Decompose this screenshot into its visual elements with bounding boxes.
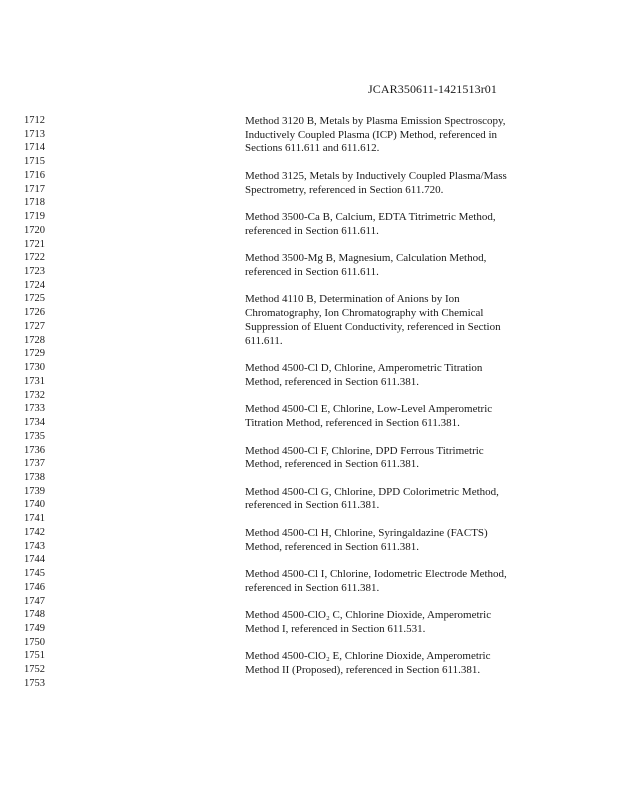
line-number: 1720	[24, 224, 45, 236]
line-text: referenced in Section 611.611.	[245, 266, 379, 279]
line-number: 1753	[24, 677, 45, 689]
document-line	[0, 416, 618, 430]
document-line	[0, 540, 618, 554]
document-line	[0, 444, 618, 458]
line-number: 1752	[24, 664, 45, 676]
document-line	[0, 320, 618, 334]
line-number: 1732	[24, 389, 45, 401]
line-number: 1731	[24, 375, 45, 387]
document-line	[0, 224, 618, 238]
line-number: 1739	[24, 485, 45, 497]
document-line	[0, 567, 618, 581]
line-text: referenced in Section 611.381.	[245, 499, 380, 512]
document-line	[0, 471, 618, 485]
line-number: 1733	[24, 403, 45, 415]
line-number: 1723	[24, 266, 45, 278]
line-number: 1740	[24, 499, 45, 511]
line-number: 1713	[24, 128, 45, 140]
document-line	[0, 402, 618, 416]
line-number: 1746	[24, 581, 45, 593]
line-text: Method 4500-ClO₂ C, Chlorine Dioxide, Amperometric	[245, 609, 492, 622]
document-line	[0, 347, 618, 361]
line-number: 1724	[24, 279, 45, 291]
document-line	[0, 251, 618, 265]
line-number: 1726	[24, 307, 45, 319]
document-line	[0, 485, 618, 499]
line-number: 1727	[24, 320, 45, 332]
document-line	[0, 498, 618, 512]
line-number: 1721	[24, 238, 45, 250]
line-number: 1712	[24, 115, 45, 126]
line-text: Method 4500-ClO₂ E, Chlorine Dioxide, Amperometric	[245, 650, 491, 663]
line-text: Inductively Coupled Plasma (ICP) Method, referenced in	[245, 128, 498, 141]
line-number: 1722	[24, 252, 45, 264]
document-line	[0, 595, 618, 609]
line-number: 1747	[24, 595, 45, 607]
line-text: Method II (Proposed), referenced in Section 611.381.	[245, 664, 481, 677]
line-number: 1741	[24, 513, 45, 525]
line-number: 1736	[24, 444, 45, 456]
line-text: Sections 611.611 and 611.612.	[245, 142, 380, 155]
line-text: Method 4500-Cl I, Chlorine, Iodometric Electrode Method,	[245, 568, 507, 581]
line-number: 1745	[24, 568, 45, 580]
line-text: Chromatography, Ion Chromatography with Chemical	[245, 307, 484, 320]
line-number: 1738	[24, 471, 45, 483]
line-number: 1750	[24, 636, 45, 648]
line-number: 1735	[24, 430, 45, 442]
document-line	[0, 375, 618, 389]
line-number: 1729	[24, 348, 45, 360]
document-line	[0, 677, 618, 691]
line-text: Method I, referenced in Section 611.531.	[245, 623, 426, 635]
line-number: 1734	[24, 417, 45, 429]
line-number: 1744	[24, 554, 45, 566]
document-line	[0, 279, 618, 293]
line-number: 1748	[24, 609, 45, 621]
line-text: Suppression of Eluent Conductivity, referenced in Section	[245, 320, 501, 333]
document-line	[0, 210, 618, 224]
line-number: 1719	[24, 211, 45, 223]
document-line	[0, 622, 618, 636]
line-text: referenced in Section 611.381.	[245, 581, 380, 594]
document-line	[0, 457, 618, 471]
line-text: Method 3500-Mg B, Magnesium, Calculation Method,	[245, 252, 487, 265]
document-line	[0, 581, 618, 595]
document-line	[0, 141, 618, 155]
line-text: Method 3125, Metals by Inductively Coupled Plasma/Mass	[245, 169, 507, 182]
document-line	[0, 649, 618, 663]
line-number: 1717	[24, 183, 45, 195]
line-text: Method 4500-Cl E, Chlorine, Low-Level Amperometric	[245, 403, 493, 416]
line-text: Titration Method, referenced in Section 611.381.	[245, 417, 460, 430]
line-number: 1725	[24, 293, 45, 305]
line-text: Method 3120 B, Metals by Plasma Emission Spectroscopy,	[245, 115, 506, 127]
line-number: 1714	[24, 142, 45, 154]
document-line	[0, 663, 618, 677]
document-line	[0, 292, 618, 306]
line-text: Method 4500-Cl D, Chlorine, Amperometric Titration	[245, 362, 483, 375]
line-text: Method 3500-Ca B, Calcium, EDTA Titrimetric Method,	[245, 211, 496, 224]
line-number: 1737	[24, 458, 45, 470]
document-line	[0, 265, 618, 279]
line-text: Method 4500-Cl H, Chlorine, Syringaldazine (FACTS)	[245, 526, 488, 539]
document-line	[0, 361, 618, 375]
line-number: 1751	[24, 650, 45, 662]
document-line	[0, 636, 618, 650]
line-number: 1742	[24, 526, 45, 538]
document-line	[0, 238, 618, 252]
line-text: Spectrometry, referenced in Section 611.720.	[245, 183, 444, 196]
line-text: Method 4500-Cl G, Chlorine, DPD Colorimetric Method,	[245, 485, 499, 498]
document-line	[0, 430, 618, 444]
document-line	[0, 553, 618, 567]
line-number: 1715	[24, 156, 45, 168]
document-line	[0, 608, 618, 622]
document-id-header: JCAR350611-1421513r01	[368, 82, 497, 96]
document-line	[0, 169, 618, 183]
document-line	[0, 334, 618, 348]
line-text: Method, referenced in Section 611.381.	[245, 540, 420, 553]
document-line	[0, 114, 618, 128]
line-number: 1749	[24, 623, 45, 634]
line-number: 1730	[24, 362, 45, 374]
document-line	[0, 512, 618, 526]
line-text: Method 4500-Cl F, Chlorine, DPD Ferrous Titrimetric	[245, 444, 484, 457]
document-line	[0, 128, 618, 142]
line-text: Method 4110 B, Determination of Anions by Ion	[245, 293, 460, 306]
line-number: 1716	[24, 169, 45, 181]
document-line	[0, 389, 618, 403]
document-line	[0, 196, 618, 210]
document-line	[0, 183, 618, 197]
line-text: 611.611.	[245, 334, 283, 347]
document-line	[0, 155, 618, 169]
line-text: Method, referenced in Section 611.381.	[245, 458, 420, 471]
document-line	[0, 526, 618, 540]
line-text: Method, referenced in Section 611.381.	[245, 375, 420, 388]
line-number: 1743	[24, 540, 45, 552]
line-text: referenced in Section 611.611.	[245, 224, 379, 237]
line-number: 1718	[24, 197, 45, 209]
line-number: 1728	[24, 334, 45, 346]
document-line	[0, 306, 618, 320]
